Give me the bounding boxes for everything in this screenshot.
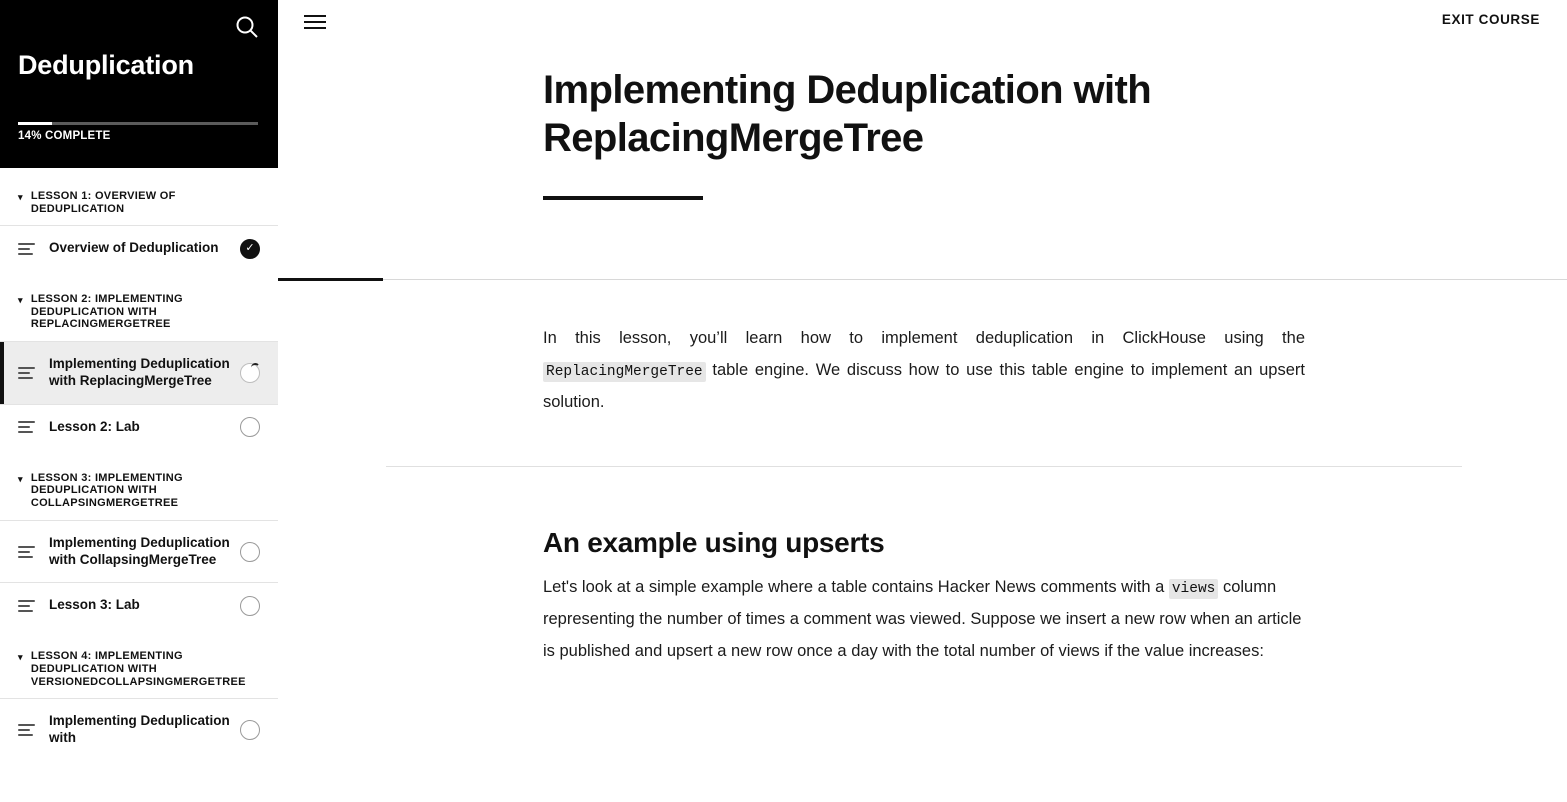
paragraph-separator xyxy=(386,466,1462,467)
inline-code-replacingmergetree: ReplacingMergeTree xyxy=(543,362,706,382)
sidebar-section-lesson-2[interactable] xyxy=(0,271,278,341)
section-label: LESSON 1: OVERVIEW OF DEDUPLICATION xyxy=(30,190,176,215)
list-item-active[interactable] xyxy=(0,341,278,404)
lesson-label: Implementing Deduplication with CollapsingMergeTree xyxy=(49,534,230,567)
sidebar-section-lesson-4[interactable] xyxy=(0,628,278,698)
lesson-list[interactable] xyxy=(0,168,278,802)
list-item[interactable] xyxy=(0,520,278,583)
divider-tick xyxy=(278,278,383,281)
section-label: LESSON 2: IMPLEMENTING DEDUPLICATION WITH REPLACINGMERGETREE xyxy=(30,293,183,331)
chevron-down-icon: ▾ xyxy=(18,192,23,202)
content-divider xyxy=(278,279,1567,280)
status-badge xyxy=(240,542,260,562)
sidebar-section-lesson-3[interactable] xyxy=(0,450,278,520)
upserts-text-part2: column representing the number of times a comment was viewed. Suppose we insert a new row when an article is published and upsert a new row once a day with the total number of views if the value increases: xyxy=(543,577,1302,661)
progress-label: 14% COMPLETE xyxy=(18,130,111,142)
status-badge xyxy=(240,363,260,383)
chevron-down-icon: ▾ xyxy=(18,652,23,663)
lesson-lines-icon xyxy=(18,243,35,255)
section-label: LESSON 3: IMPLEMENTING DEDUPLICATION WITH COLLAPSINGMERGETREE xyxy=(30,471,183,509)
lesson-lines-icon xyxy=(18,724,35,736)
intro-text-part2: table engine. We discuss how to use this table engine to implement an upsert solution. xyxy=(543,361,1305,412)
exit-course-button[interactable]: EXIT COURSE xyxy=(1441,12,1540,27)
lesson-content xyxy=(278,0,1567,802)
chevron-down-icon: ▾ xyxy=(18,295,23,306)
status-badge xyxy=(240,596,260,616)
list-item[interactable] xyxy=(0,698,278,761)
inline-code-views: views xyxy=(1169,579,1219,599)
intro-text-part1: In this lesson, you’ll learn how to implement deduplication in ClickHouse using the xyxy=(543,329,1305,347)
list-item[interactable] xyxy=(0,404,278,450)
progress-bar-fill xyxy=(18,122,52,125)
content-scroll-area[interactable] xyxy=(278,300,1567,802)
course-sidebar xyxy=(0,0,278,802)
title-underline xyxy=(543,196,703,200)
lesson-lines-icon xyxy=(18,600,35,612)
upserts-paragraph xyxy=(543,571,1305,668)
list-item[interactable] xyxy=(0,225,278,271)
topbar xyxy=(278,0,1567,46)
lesson-lines-icon xyxy=(18,546,35,558)
intro-block xyxy=(278,300,1567,419)
lesson-label: Lesson 2: Lab xyxy=(49,418,140,434)
intro-paragraph xyxy=(543,322,1305,419)
lesson-label: Implementing Deduplication with xyxy=(49,713,230,746)
lesson-label: Overview of Deduplication xyxy=(49,240,219,256)
lesson-lines-icon xyxy=(18,421,35,433)
sidebar-header xyxy=(0,0,278,168)
status-badge xyxy=(240,720,260,740)
list-item[interactable] xyxy=(0,582,278,628)
lesson-label: Implementing Deduplication with ReplacingMergeTree xyxy=(49,356,230,388)
course-title: Deduplication xyxy=(18,50,194,80)
status-badge xyxy=(240,417,260,437)
lesson-label: Lesson 3: Lab xyxy=(49,597,140,613)
hamburger-icon[interactable] xyxy=(304,15,326,31)
page-title: Implementing Deduplication with ReplacingMergeTree xyxy=(543,68,1152,160)
upserts-text-part1: Let's look at a simple example where a table contains Hacker News comments with a xyxy=(543,577,1169,596)
search-icon[interactable] xyxy=(234,14,260,40)
status-badge: ✓ xyxy=(240,239,260,259)
lesson-lines-icon xyxy=(18,367,35,379)
sidebar-section-lesson-1[interactable] xyxy=(0,168,278,225)
section-heading-upserts: An example using upserts xyxy=(543,526,885,558)
section-label: LESSON 4: IMPLEMENTING DEDUPLICATION WITH VERSIONEDCOLLAPSINGMERGETREE xyxy=(30,650,246,688)
chevron-down-icon: ▾ xyxy=(18,473,23,484)
progress-bar xyxy=(18,122,258,125)
